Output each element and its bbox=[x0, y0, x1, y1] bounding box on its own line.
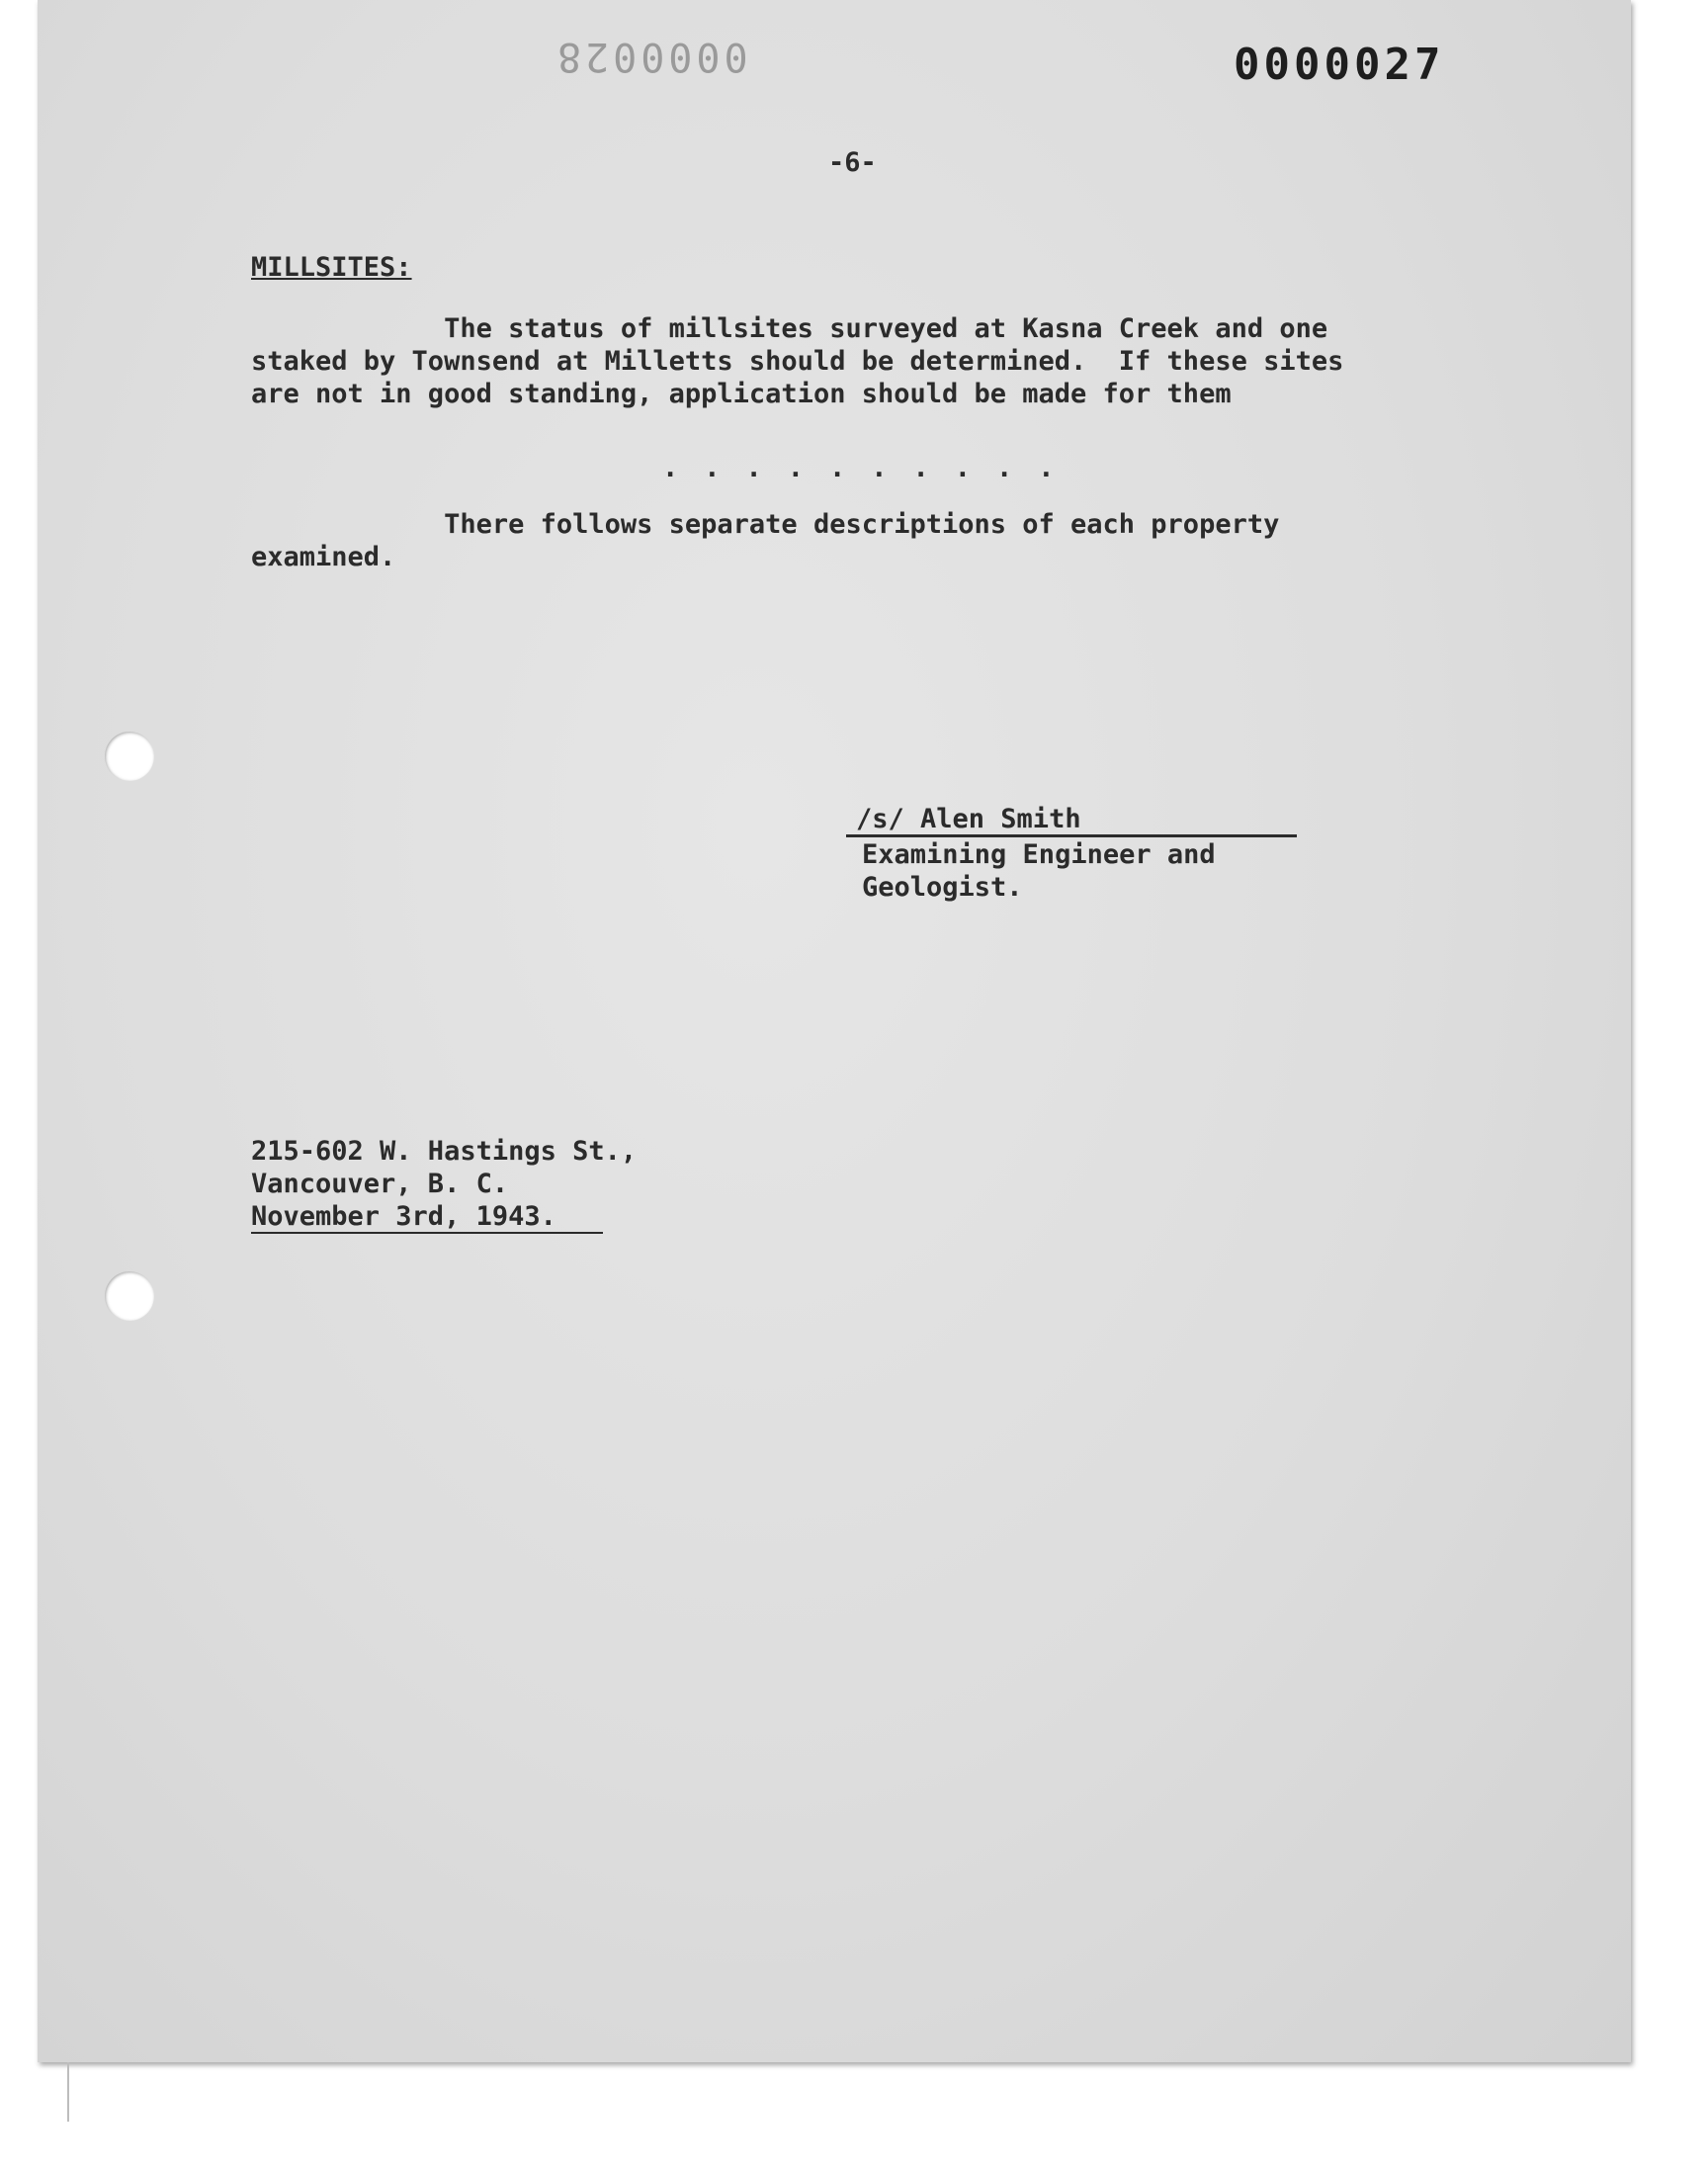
signature-line bbox=[846, 834, 1297, 837]
paragraph-line: examined. bbox=[251, 542, 396, 572]
address-block bbox=[251, 1135, 637, 1233]
punch-hole bbox=[105, 732, 154, 781]
document-number-stamp: 0000027 bbox=[1234, 40, 1445, 90]
section-heading: MILLSITES: bbox=[251, 252, 412, 283]
signature-name: /s/ Alen Smith bbox=[856, 804, 1081, 834]
address-line: 215-602 W. Hastings St., bbox=[251, 1136, 638, 1167]
signature-title bbox=[862, 838, 1216, 904]
paper-sheet bbox=[38, 0, 1631, 2062]
paragraph-line: There follows separate descriptions of each property bbox=[251, 509, 1280, 540]
paragraph-line: staked by Townsend at Milletts should be determined. If these sites bbox=[251, 346, 1344, 377]
title-line: Geologist. bbox=[862, 872, 1023, 903]
millsites-paragraph bbox=[251, 312, 1343, 410]
paragraph-line: are not in good standing, application should be made for them bbox=[251, 379, 1232, 409]
paragraph-line: The status of millsites surveyed at Kasna Creek and one bbox=[251, 313, 1328, 344]
date-underline bbox=[251, 1232, 603, 1234]
address-line: Vancouver, B. C. bbox=[251, 1169, 509, 1199]
closing-paragraph bbox=[251, 508, 1279, 573]
title-line: Examining Engineer and bbox=[862, 839, 1216, 870]
dot-separator: .......... bbox=[662, 453, 1080, 483]
punch-hole bbox=[105, 1271, 154, 1321]
faded-stamp-number: 0000028 bbox=[554, 34, 748, 79]
address-date: November 3rd, 1943. bbox=[251, 1201, 556, 1232]
page-number: -6- bbox=[828, 147, 877, 178]
scan-edge bbox=[67, 2062, 69, 2122]
